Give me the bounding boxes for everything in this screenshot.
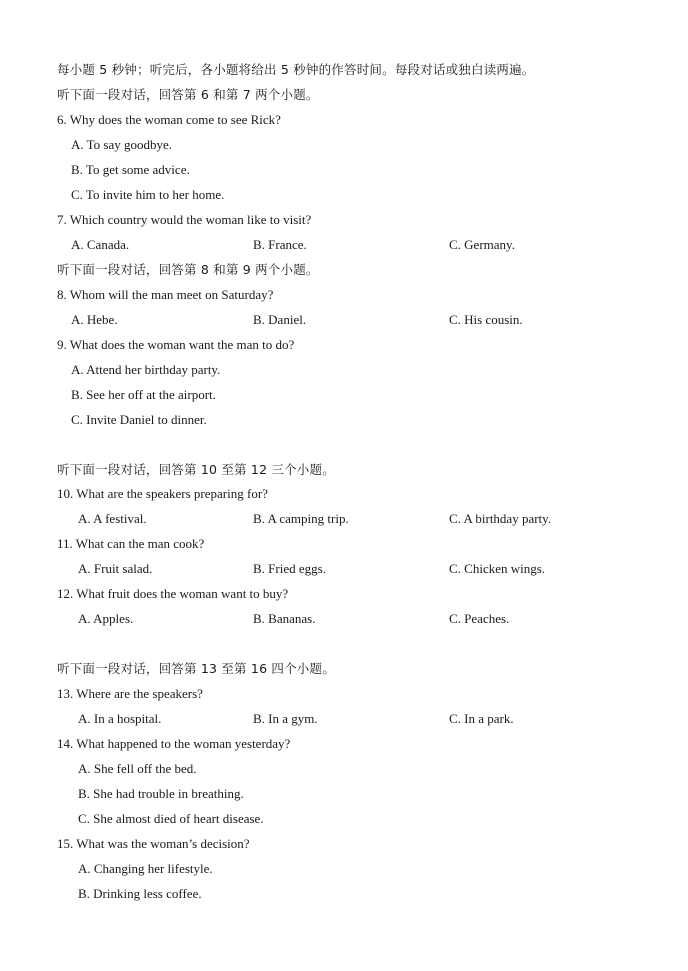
section-heading: 听下面一段对话，回答第 6 和第 7 两个小题。 bbox=[57, 87, 319, 102]
question-stem: 9. What does the woman want the man to do? bbox=[57, 337, 295, 352]
answer-option: C. Invite Daniel to dinner. bbox=[71, 412, 207, 427]
answer-option: A. In a hospital. bbox=[78, 711, 162, 726]
section-heading: 听下面一段对话，回答第 10 至第 12 三个小题。 bbox=[57, 462, 335, 477]
question-stem: 8. Whom will the man meet on Saturday? bbox=[57, 287, 274, 302]
answer-option: B. She had trouble in breathing. bbox=[78, 786, 244, 801]
answer-option: C. A birthday party. bbox=[449, 511, 552, 526]
question-stem: 11. What can the man cook? bbox=[57, 536, 205, 551]
question-stem: 13. Where are the speakers? bbox=[57, 686, 203, 701]
instructions-text: 每小题 5 秒钟；听完后，各小题将给出 5 秒钟的作答时间。每段对话或独白读两遍。 bbox=[57, 62, 535, 77]
answer-option: C. His cousin. bbox=[449, 312, 523, 327]
answer-option: B. A camping trip. bbox=[253, 511, 349, 526]
question-stem: 6. Why does the woman come to see Rick? bbox=[57, 112, 281, 127]
answer-option: A. Changing her lifestyle. bbox=[78, 861, 213, 876]
answer-option: A. A festival. bbox=[78, 511, 147, 526]
answer-option: A. Fruit salad. bbox=[78, 561, 153, 576]
answer-option: C. Chicken wings. bbox=[449, 561, 546, 576]
section-heading: 听下面一段对话，回答第 13 至第 16 四个小题。 bbox=[57, 661, 335, 676]
answer-option: C. Peaches. bbox=[449, 611, 510, 626]
answer-option: B. To get some advice. bbox=[71, 162, 190, 177]
answer-option: B. France. bbox=[253, 237, 307, 252]
answer-option: B. Bananas. bbox=[253, 611, 316, 626]
answer-option: A. She fell off the bed. bbox=[78, 761, 197, 776]
answer-option: C. To invite him to her home. bbox=[71, 187, 225, 202]
question-stem: 7. Which country would the woman like to visit? bbox=[57, 212, 312, 227]
answer-option: B. Fried eggs. bbox=[253, 561, 326, 576]
answer-option: A. Hebe. bbox=[71, 312, 118, 327]
answer-option: A. Attend her birthday party. bbox=[71, 362, 221, 377]
answer-option: B. See her off at the airport. bbox=[71, 387, 216, 402]
section-heading: 听下面一段对话，回答第 8 和第 9 两个小题。 bbox=[57, 262, 319, 277]
answer-option: B. Drinking less coffee. bbox=[78, 886, 202, 901]
answer-option: A. To say goodbye. bbox=[71, 137, 173, 152]
question-stem: 10. What are the speakers preparing for? bbox=[57, 486, 268, 501]
question-stem: 14. What happened to the woman yesterday? bbox=[57, 736, 291, 751]
question-stem: 12. What fruit does the woman want to buy? bbox=[57, 586, 289, 601]
answer-option: C. She almost died of heart disease. bbox=[78, 811, 264, 826]
answer-option: C. In a park. bbox=[449, 711, 514, 726]
answer-option: A. Canada. bbox=[71, 237, 130, 252]
answer-option: C. Germany. bbox=[449, 237, 515, 252]
answer-option: A. Apples. bbox=[78, 611, 134, 626]
answer-option: B. Daniel. bbox=[253, 312, 307, 327]
question-stem: 15. What was the woman’s decision? bbox=[57, 836, 250, 851]
answer-option: B. In a gym. bbox=[253, 711, 318, 726]
